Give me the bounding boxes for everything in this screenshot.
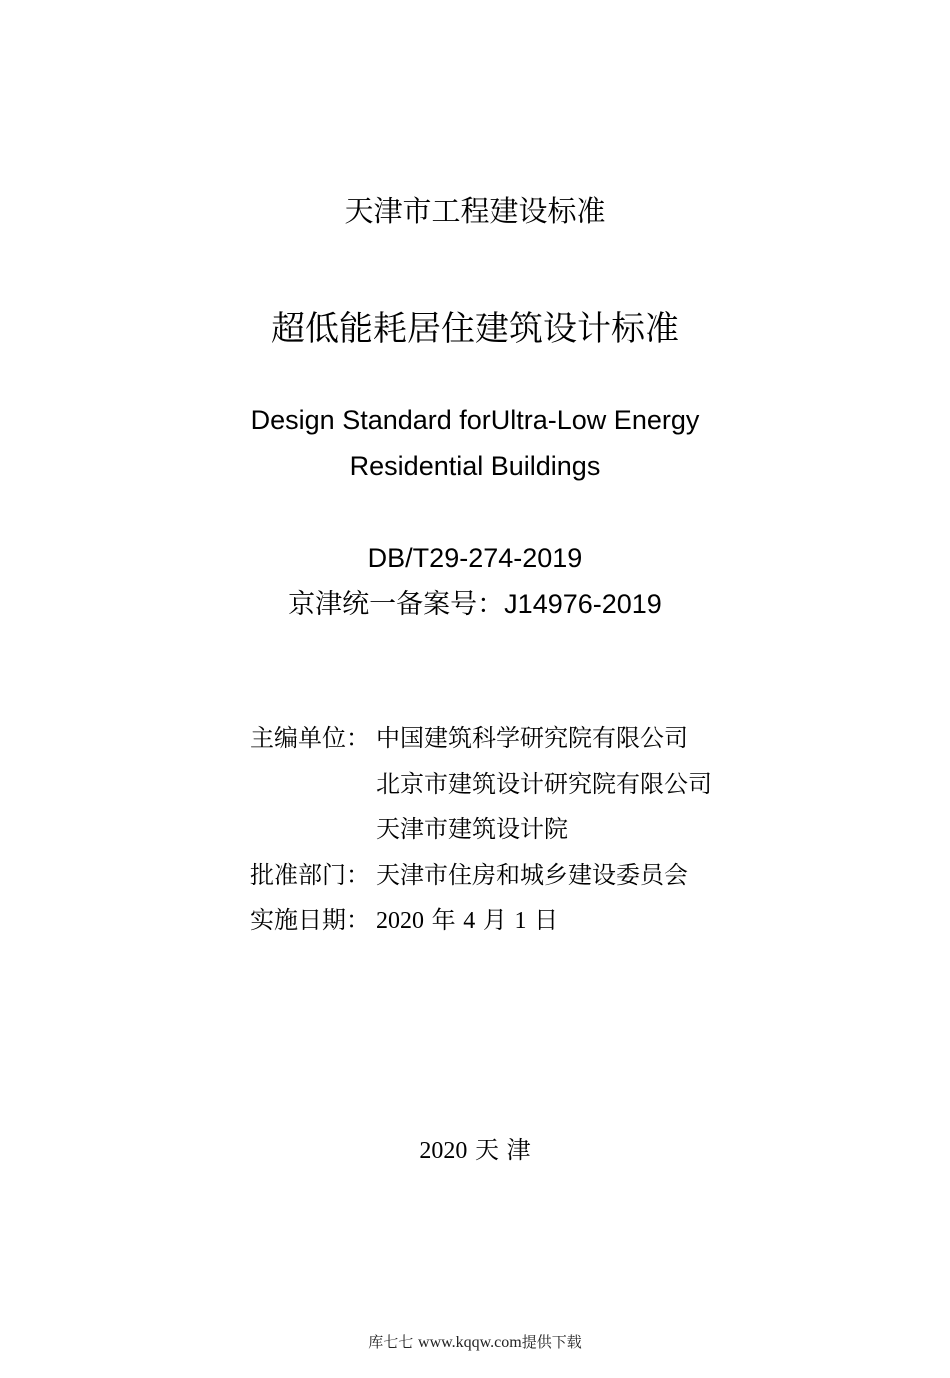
editor-2: 北京市建筑设计研究院有限公司 xyxy=(376,769,712,798)
publication-info xyxy=(250,716,712,945)
editor-row xyxy=(250,762,712,808)
editor-label: 主编单位： xyxy=(250,724,370,752)
date-month: 4 xyxy=(463,908,476,934)
publication-place-year xyxy=(0,1132,950,1169)
standard-number: DB/T29-274-2019 xyxy=(367,543,583,573)
standard-title: 超低能耗居住建筑设计标准 xyxy=(271,309,679,349)
record-number: J14976-2019 xyxy=(504,589,662,619)
record-label: 京津统一备案号： xyxy=(288,589,505,619)
approval-authority: 天津市住房和城乡建设委员会 xyxy=(376,860,688,889)
watermark-suffix: 提供下载 xyxy=(521,1333,582,1351)
english-title-line-2: Residential Buildings xyxy=(349,451,601,481)
approval-label: 批准部门： xyxy=(250,860,370,889)
date-day-unit: 日 xyxy=(526,906,559,934)
approval-row xyxy=(250,853,712,899)
editor-row xyxy=(250,716,712,762)
editor-3: 天津市建筑设计院 xyxy=(376,815,568,843)
date-year: 2020 xyxy=(376,908,424,934)
editor-row xyxy=(250,807,712,853)
english-title-line-1: Design Standard forUltra-Low Energy xyxy=(250,405,700,435)
date-month-unit: 月 xyxy=(475,906,515,934)
publication-year: 2020 xyxy=(419,1138,468,1164)
date-year-unit: 年 xyxy=(424,906,464,934)
download-watermark xyxy=(0,1331,950,1354)
date-day: 1 xyxy=(514,908,527,934)
effective-date-label: 实施日期： xyxy=(250,906,370,934)
effective-date xyxy=(376,898,558,945)
publication-place: 天 津 xyxy=(467,1136,531,1164)
series-title: 天津市工程建设标准 xyxy=(344,194,606,228)
effective-date-row xyxy=(250,898,712,945)
editor-1: 中国建筑科学研究院有限公司 xyxy=(376,724,688,752)
watermark-prefix: 库七七 xyxy=(368,1333,419,1351)
record-number-line xyxy=(0,581,950,627)
watermark-site: www.kqqw.com xyxy=(418,1334,522,1351)
